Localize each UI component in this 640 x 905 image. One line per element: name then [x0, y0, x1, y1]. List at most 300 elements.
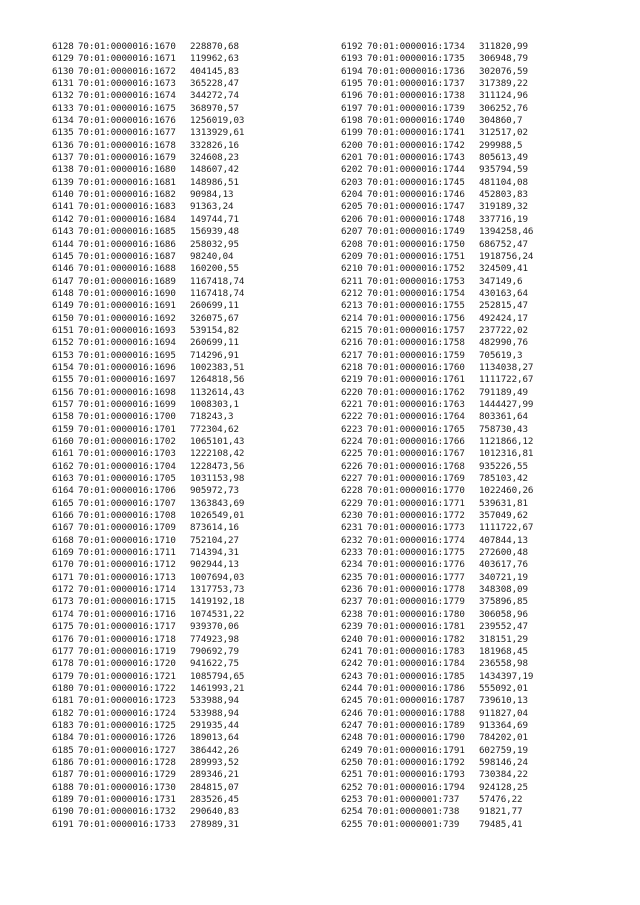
cadastral-number: 70:01:0000016:1752	[367, 263, 465, 275]
record-value: 539154,82	[190, 324, 239, 336]
record-row	[341, 78, 589, 90]
record-row	[341, 66, 589, 78]
cadastral-number: 70:01:0000016:1762	[367, 386, 465, 398]
cadastral-number: 70:01:0000016:1727	[78, 744, 176, 756]
record-index: 6183	[52, 719, 74, 731]
record-row	[341, 90, 589, 102]
cadastral-number: 70:01:0000016:1754	[367, 287, 465, 299]
cadastral-number: 70:01:0000016:1722	[78, 682, 176, 694]
cadastral-number: 70:01:0000016:1786	[367, 682, 465, 694]
record-value: 1434397,19	[479, 670, 534, 682]
record-row	[52, 177, 300, 189]
record-value: 924128,25	[479, 781, 528, 793]
record-row	[341, 152, 589, 164]
record-row	[52, 399, 300, 411]
cadastral-number: 70:01:0000016:1723	[78, 695, 176, 707]
record-index: 6152	[52, 337, 74, 349]
record-row	[341, 559, 589, 571]
record-row	[341, 819, 589, 831]
record-value: 283526,45	[190, 793, 239, 805]
record-index: 6187	[52, 769, 74, 781]
record-index: 6144	[52, 238, 74, 250]
record-row	[341, 103, 589, 115]
cadastral-number: 70:01:0000016:1704	[78, 460, 176, 472]
cadastral-number: 70:01:0000016:1739	[367, 102, 465, 114]
record-value: 91821,77	[479, 806, 523, 818]
record-row	[52, 757, 300, 769]
record-row	[52, 634, 300, 646]
record-index: 6205	[341, 201, 363, 213]
record-row	[52, 596, 300, 608]
record-index: 6134	[52, 115, 74, 127]
cadastral-number: 70:01:0000016:1718	[78, 633, 176, 645]
record-index: 6146	[52, 263, 74, 275]
record-value: 156939,48	[190, 226, 239, 238]
record-value: 403617,76	[479, 559, 528, 571]
cadastral-number: 70:01:0000016:1671	[78, 53, 176, 65]
record-row	[341, 757, 589, 769]
record-row	[52, 66, 300, 78]
cadastral-number: 70:01:0000016:1683	[78, 201, 176, 213]
cadastral-number: 70:01:0000016:1713	[78, 571, 176, 583]
cadastral-number: 70:01:0000016:1682	[78, 189, 176, 201]
record-row	[52, 695, 300, 707]
record-row	[341, 510, 589, 522]
record-value: 312517,02	[479, 127, 528, 139]
record-value: 306058,96	[479, 608, 528, 620]
record-index: 6238	[341, 608, 363, 620]
cadastral-number: 70:01:0000016:1778	[367, 584, 465, 596]
cadastral-number: 70:01:0000016:1758	[367, 337, 465, 349]
record-index: 6138	[52, 164, 74, 176]
cadastral-number: 70:01:0000016:1719	[78, 645, 176, 657]
record-value: 714296,91	[190, 349, 239, 361]
record-value: 1918756,24	[479, 250, 534, 262]
cadastral-number: 70:01:0000016:1670	[78, 41, 176, 52]
record-index: 6180	[52, 682, 74, 694]
record-row	[52, 436, 300, 448]
record-row	[52, 485, 300, 497]
record-index: 6203	[341, 176, 363, 188]
record-value: 357049,62	[479, 510, 528, 522]
cadastral-number: 70:01:0000016:1690	[78, 287, 176, 299]
cadastral-number: 70:01:0000016:1782	[367, 633, 465, 645]
record-index: 6247	[341, 719, 363, 731]
record-value: 1167418,74	[190, 287, 245, 299]
record-value: 1222108,42	[190, 448, 245, 460]
record-value: 1461993,21	[190, 682, 245, 694]
record-index: 6173	[52, 596, 74, 608]
record-row	[341, 708, 589, 720]
record-value: 189013,64	[190, 732, 239, 744]
cadastral-number: 70:01:0000016:1717	[78, 621, 176, 633]
record-index: 6223	[341, 423, 363, 435]
record-index: 6177	[52, 645, 74, 657]
cadastral-number: 70:01:0000016:1731	[78, 793, 176, 805]
record-row	[52, 201, 300, 213]
record-index: 6145	[52, 250, 74, 262]
record-value: 533988,94	[190, 695, 239, 707]
cadastral-number: 70:01:0000016:1728	[78, 756, 176, 768]
record-value: 1394258,46	[479, 226, 534, 238]
cadastral-number: 70:01:0000016:1694	[78, 337, 176, 349]
record-row	[52, 806, 300, 818]
record-row	[52, 239, 300, 251]
record-value: 1121866,12	[479, 436, 534, 447]
record-row	[341, 300, 589, 312]
record-value: 1022460,26	[479, 485, 534, 497]
record-index: 6167	[52, 522, 74, 534]
record-value: 913364,69	[479, 719, 528, 731]
cadastral-number: 70:01:0000016:1774	[367, 534, 465, 546]
record-index: 6240	[341, 633, 363, 645]
cadastral-number: 70:01:0000016:1714	[78, 584, 176, 596]
record-value: 686752,47	[479, 238, 528, 250]
cadastral-number: 70:01:0000016:1757	[367, 324, 465, 336]
record-row	[52, 288, 300, 300]
record-row	[341, 498, 589, 510]
record-value: 344272,74	[190, 90, 239, 102]
record-index: 6151	[52, 324, 74, 336]
record-index: 6163	[52, 473, 74, 485]
record-value: 758730,43	[479, 423, 528, 435]
record-index: 6178	[52, 658, 74, 670]
cadastral-number: 70:01:0000016:1698	[78, 386, 176, 398]
record-value: 1065101,43	[190, 436, 245, 447]
record-row	[52, 572, 300, 584]
cadastral-number: 70:01:0000016:1707	[78, 497, 176, 509]
record-value: 348308,09	[479, 584, 528, 596]
cadastral-number: 70:01:0000016:1702	[78, 436, 176, 447]
cadastral-number: 70:01:0000016:1747	[367, 201, 465, 213]
record-row	[341, 535, 589, 547]
record-row	[341, 140, 589, 152]
cadastral-number: 70:01:0000016:1768	[367, 460, 465, 472]
cadastral-number: 70:01:0000016:1755	[367, 300, 465, 312]
record-index: 6198	[341, 115, 363, 127]
record-index: 6195	[341, 78, 363, 90]
record-row	[52, 362, 300, 374]
cadastral-number: 70:01:0000016:1749	[367, 226, 465, 238]
record-row	[341, 201, 589, 213]
record-index: 6137	[52, 152, 74, 164]
cadastral-number: 70:01:0000016:1794	[367, 781, 465, 793]
record-row	[341, 671, 589, 683]
record-row	[52, 671, 300, 683]
record-row	[52, 189, 300, 201]
record-value: 290640,83	[190, 806, 239, 818]
record-value: 905972,73	[190, 485, 239, 497]
record-value: 1317753,73	[190, 584, 245, 596]
cadastral-number: 70:01:0000016:1748	[367, 213, 465, 225]
cadastral-number: 70:01:0000016:1692	[78, 312, 176, 324]
record-index: 6228	[341, 485, 363, 497]
record-row	[341, 745, 589, 757]
record-index: 6202	[341, 164, 363, 176]
record-value: 119962,63	[190, 53, 239, 65]
cadastral-number: 70:01:0000016:1729	[78, 769, 176, 781]
record-index: 6201	[341, 152, 363, 164]
record-value: 90984,13	[190, 189, 234, 201]
record-value: 340721,19	[479, 571, 528, 583]
cadastral-number: 70:01:0000016:1743	[367, 152, 465, 164]
record-row	[341, 399, 589, 411]
record-row	[52, 708, 300, 720]
record-index: 6211	[341, 275, 363, 287]
record-row	[52, 300, 300, 312]
record-index: 6221	[341, 398, 363, 410]
record-value: 278989,31	[190, 818, 239, 830]
cadastral-number: 70:01:0000016:1759	[367, 349, 465, 361]
cadastral-number: 70:01:0000016:1701	[78, 423, 176, 435]
record-value: 803361,64	[479, 411, 528, 423]
cadastral-number: 70:01:0000016:1724	[78, 707, 176, 719]
cadastral-number: 70:01:0000016:1766	[367, 436, 465, 447]
record-row	[341, 596, 589, 608]
record-value: 718243,3	[190, 411, 234, 423]
record-row	[341, 609, 589, 621]
record-index: 6184	[52, 732, 74, 744]
record-value: 1228473,56	[190, 460, 245, 472]
cadastral-number: 70:01:0000016:1753	[367, 275, 465, 287]
record-row	[52, 127, 300, 139]
record-row	[52, 769, 300, 781]
cadastral-number: 70:01:0000016:1773	[367, 522, 465, 534]
record-index: 6220	[341, 386, 363, 398]
record-row	[52, 78, 300, 90]
record-value: 365228,47	[190, 78, 239, 90]
record-value: 148607,42	[190, 164, 239, 176]
record-index: 6239	[341, 621, 363, 633]
cadastral-number: 70:01:0000016:1703	[78, 448, 176, 460]
cadastral-number: 70:01:0000016:1770	[367, 485, 465, 497]
record-index: 6185	[52, 744, 74, 756]
record-index: 6133	[52, 102, 74, 114]
record-value: 319189,32	[479, 201, 528, 213]
record-index: 6164	[52, 485, 74, 497]
cadastral-number: 70:01:0000016:1790	[367, 732, 465, 744]
record-row	[341, 584, 589, 596]
record-index: 6254	[341, 806, 363, 818]
record-row	[52, 559, 300, 571]
record-value: 272600,48	[479, 547, 528, 559]
record-value: 1313929,61	[190, 127, 245, 139]
record-row	[341, 683, 589, 695]
record-index: 6217	[341, 349, 363, 361]
cadastral-number: 70:01:0000016:1771	[367, 497, 465, 509]
record-value: 739610,13	[479, 695, 528, 707]
record-value: 404145,83	[190, 65, 239, 77]
cadastral-number: 70:01:0000016:1780	[367, 608, 465, 620]
cadastral-number: 70:01:0000016:1677	[78, 127, 176, 139]
record-row	[52, 41, 300, 53]
cadastral-number: 70:01:0000016:1746	[367, 189, 465, 201]
record-row	[341, 41, 589, 53]
cadastral-number: 70:01:0000016:1693	[78, 324, 176, 336]
cadastral-number: 70:01:0000016:1737	[367, 78, 465, 90]
record-row	[52, 337, 300, 349]
record-row	[52, 683, 300, 695]
record-index: 6131	[52, 78, 74, 90]
record-index: 6190	[52, 806, 74, 818]
record-row	[52, 535, 300, 547]
record-value: 368970,57	[190, 102, 239, 114]
record-row	[52, 140, 300, 152]
record-index: 6179	[52, 670, 74, 682]
record-value: 260699,11	[190, 300, 239, 312]
record-index: 6222	[341, 411, 363, 423]
record-value: 1012316,81	[479, 448, 534, 460]
cadastral-number: 70:01:0000016:1712	[78, 559, 176, 571]
record-row	[341, 288, 589, 300]
cadastral-number: 70:01:0000016:1733	[78, 818, 176, 830]
record-value: 347149,6	[479, 275, 523, 287]
record-row	[52, 263, 300, 275]
record-index: 6159	[52, 423, 74, 435]
cadastral-number: 70:01:0000016:1787	[367, 695, 465, 707]
record-value: 1134038,27	[479, 361, 534, 373]
record-value: 304860,7	[479, 115, 523, 127]
record-value: 730384,22	[479, 769, 528, 781]
record-index: 6207	[341, 226, 363, 238]
record-value: 805613,49	[479, 152, 528, 164]
cadastral-number: 70:01:0000016:1681	[78, 176, 176, 188]
record-value: 772304,62	[190, 423, 239, 435]
record-row	[52, 794, 300, 806]
record-row	[52, 448, 300, 460]
record-row	[52, 411, 300, 423]
record-value: 935794,59	[479, 164, 528, 176]
record-value: 302076,59	[479, 65, 528, 77]
cadastral-number: 70:01:0000016:1700	[78, 411, 176, 423]
cadastral-number: 70:01:0000016:1675	[78, 102, 176, 114]
record-value: 602759,19	[479, 744, 528, 756]
record-row	[341, 263, 589, 275]
record-row	[341, 226, 589, 238]
record-value: 317389,22	[479, 78, 528, 90]
record-index: 6246	[341, 707, 363, 719]
record-row	[52, 103, 300, 115]
record-value: 260699,11	[190, 337, 239, 349]
cadastral-number: 70:01:0000016:1751	[367, 250, 465, 262]
record-value: 1026549,01	[190, 510, 245, 522]
record-index: 6155	[52, 374, 74, 386]
record-value: 1031153,98	[190, 473, 245, 485]
cadastral-number: 70:01:0000016:1761	[367, 374, 465, 386]
cadastral-number: 70:01:0000016:1721	[78, 670, 176, 682]
record-index: 6214	[341, 312, 363, 324]
cadastral-number: 70:01:0000016:1764	[367, 411, 465, 423]
record-row	[52, 745, 300, 757]
cadastral-number: 70:01:0000016:1699	[78, 398, 176, 410]
record-index: 6143	[52, 226, 74, 238]
record-index: 6189	[52, 793, 74, 805]
cadastral-number: 70:01:0000016:1684	[78, 213, 176, 225]
cadastral-number: 70:01:0000016:1679	[78, 152, 176, 164]
record-value: 714394,31	[190, 547, 239, 559]
record-value: 430163,64	[479, 287, 528, 299]
record-value: 236558,98	[479, 658, 528, 670]
cadastral-number: 70:01:0000016:1777	[367, 571, 465, 583]
record-index: 6236	[341, 584, 363, 596]
cadastral-number: 70:01:0000016:1744	[367, 164, 465, 176]
record-value: 57476,22	[479, 793, 523, 805]
record-value: 941622,75	[190, 658, 239, 670]
cadastral-number: 70:01:0000016:1767	[367, 448, 465, 460]
record-row	[341, 115, 589, 127]
cadastral-number: 70:01:0000016:1784	[367, 658, 465, 670]
record-row	[341, 720, 589, 732]
record-row	[341, 646, 589, 658]
record-value: 1008303,1	[190, 398, 239, 410]
record-row	[341, 522, 589, 534]
cadastral-number: 70:01:0000016:1720	[78, 658, 176, 670]
record-index: 6170	[52, 559, 74, 571]
cadastral-number: 70:01:0000016:1711	[78, 547, 176, 559]
record-index: 6199	[341, 127, 363, 139]
record-index: 6209	[341, 250, 363, 262]
record-index: 6192	[341, 41, 363, 52]
record-index: 6248	[341, 732, 363, 744]
record-row	[52, 276, 300, 288]
cadastral-number: 70:01:0000001:739	[367, 818, 460, 830]
record-value: 1111722,67	[479, 522, 534, 534]
cadastral-number: 70:01:0000016:1756	[367, 312, 465, 324]
record-row	[341, 806, 589, 818]
record-index: 6136	[52, 139, 74, 151]
record-row	[341, 177, 589, 189]
record-index: 6161	[52, 448, 74, 460]
record-index: 6224	[341, 436, 363, 447]
record-index: 6169	[52, 547, 74, 559]
record-value: 452803,83	[479, 189, 528, 201]
record-row	[52, 609, 300, 621]
record-row	[52, 53, 300, 65]
record-row	[341, 448, 589, 460]
record-index: 6148	[52, 287, 74, 299]
records-column-right	[341, 41, 589, 831]
record-row	[52, 584, 300, 596]
record-index: 6208	[341, 238, 363, 250]
cadastral-number: 70:01:0000016:1772	[367, 510, 465, 522]
cadastral-number: 70:01:0000016:1716	[78, 608, 176, 620]
record-value: 299988,5	[479, 139, 523, 151]
record-row	[52, 782, 300, 794]
record-value: 332826,16	[190, 139, 239, 151]
record-row	[341, 362, 589, 374]
record-index: 6253	[341, 793, 363, 805]
record-row	[52, 461, 300, 473]
record-value: 1132614,43	[190, 386, 245, 398]
record-index: 6168	[52, 534, 74, 546]
record-index: 6216	[341, 337, 363, 349]
record-index: 6210	[341, 263, 363, 275]
cadastral-number: 70:01:0000016:1736	[367, 65, 465, 77]
cadastral-number: 70:01:0000016:1785	[367, 670, 465, 682]
cadastral-number: 70:01:0000016:1788	[367, 707, 465, 719]
record-value: 306252,76	[479, 102, 528, 114]
records-column-left	[52, 41, 300, 831]
cadastral-number: 70:01:0000016:1783	[367, 645, 465, 657]
record-index: 6175	[52, 621, 74, 633]
record-value: 237722,02	[479, 324, 528, 336]
record-value: 902944,13	[190, 559, 239, 571]
record-row	[341, 658, 589, 670]
record-value: 939370,06	[190, 621, 239, 633]
record-row	[52, 226, 300, 238]
record-index: 6244	[341, 682, 363, 694]
cadastral-number: 70:01:0000016:1781	[367, 621, 465, 633]
